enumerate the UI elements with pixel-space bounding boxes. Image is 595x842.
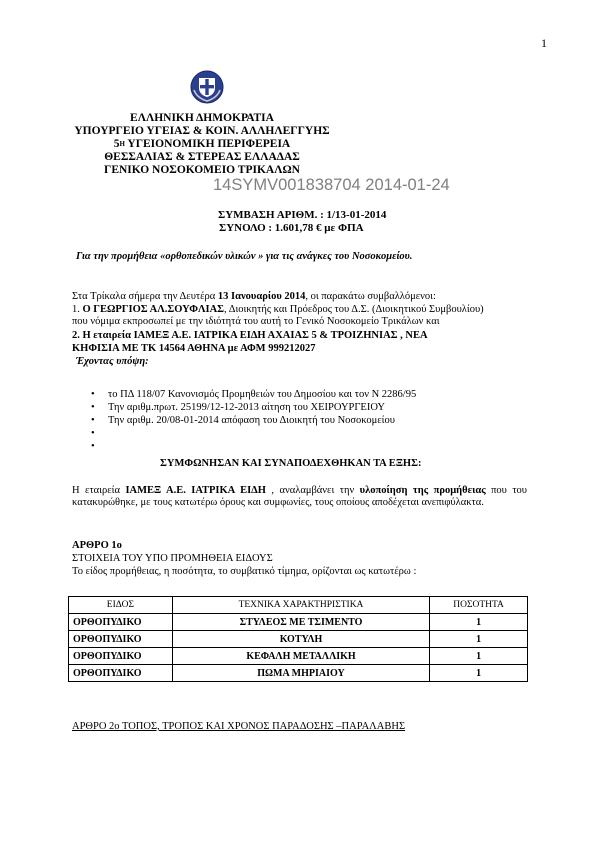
- table-row: [69, 614, 528, 631]
- bullet-text: Την αριθμ. 20/08-01-2014 απόφαση του Διοικητή του Νοσοκομείου: [108, 415, 395, 426]
- ada-stamp: 14SYMV001838704 2014-01-24: [213, 176, 450, 194]
- cell-item: ΟΡΘΟΠΥΔΙΚΟ: [69, 614, 173, 631]
- cell-quantity: 1: [430, 665, 528, 682]
- undertaking-text-end: που του κατακυρώθηκε, με τους κατωτέρω όρους και συμφωνίες, τους οποίους αποδέχεται ανεπιφύλακτα.: [72, 485, 527, 509]
- intro-date: 13 Ιανουαρίου 2014: [217, 291, 306, 302]
- undertaking-action: υλοποίηση της προμήθειας: [359, 485, 486, 496]
- items-table: [68, 596, 528, 682]
- column-header-quantity: ΠΟΣΟΤΗΤΑ: [430, 597, 528, 614]
- undertaking-paragraph: [72, 485, 527, 510]
- column-header-item: ΕΙΔΟΣ: [69, 597, 173, 614]
- greek-coat-of-arms-icon: [190, 70, 224, 104]
- bullet-text: το ΠΔ 118/07 Κανονισμός Προμηθειών του Δημοσίου και τον Ν 2286/95: [108, 389, 417, 400]
- bullet-item: • το ΠΔ 118/07 Κανονισμός Προμηθειών του Δημοσίου και τον Ν 2286/95: [91, 389, 417, 400]
- article-1-title: ΑΡΘΡΟ 1ο: [72, 540, 122, 551]
- cell-specs: ΚΕΦΑΛΗ ΜΕΤΑΛΛΙΚΗ: [172, 648, 429, 665]
- agreed-heading: ΣΥΜΦΩΝΗΣΑΝ ΚΑΙ ΣΥΝΑΠΟΔΕΧΘΗΚΑΝ ΤΑ ΕΞΗΣ:: [160, 458, 422, 469]
- intro-line: [72, 291, 436, 303]
- table-row: [69, 648, 528, 665]
- party-2-line-2: ΚΗΦΙΣΙΑ ΜΕ ΤΚ 14564 ΑΘΗΝΑ με ΑΦΜ 999212027: [72, 343, 316, 354]
- cell-specs: ΣΤΥΛΕΟΣ ΜΕ ΤΣΙΜΕΝΤΟ: [172, 614, 429, 631]
- undertaking-text-mid: , αναλαμβάνει την: [265, 485, 360, 496]
- table-header-row: [69, 597, 528, 614]
- header-region: [82, 137, 322, 151]
- undertaking-company: ΙΑΜΕΞ Α.Ε. ΙΑΤΡΙΚΑ ΕΙΔΗ: [125, 485, 266, 496]
- bullet-text: Την αριθμ.πρωτ. 25199/12-12-2013 αίτηση του ΧΕΙΡΟΥΡΓΕΙΟΥ: [108, 402, 385, 413]
- region-number: 5: [113, 138, 120, 150]
- contract-number: ΣΥΜΒΑΣΗ ΑΡΙΘΜ. : 1/13-01-2014: [218, 209, 387, 221]
- column-header-specs: ΤΕΧΝΙΚΑ ΧΑΡΑΚΤΗΡΙΣΤΙΚΑ: [172, 597, 429, 614]
- intro-text: Στα Τρίκαλα σήμερα την Δευτέρα: [72, 291, 218, 302]
- party-1-line-2: που νόμιμα εκπροσωπεί με την ιδιότητά του αυτή το Γενικό Νοσοκομείο Τρικάλων και: [72, 316, 440, 327]
- cell-quantity: 1: [430, 648, 528, 665]
- cell-item: ΟΡΘΟΠΥΔΙΚΟ: [69, 665, 173, 682]
- bullet-item: • Την αριθμ. 20/08-01-2014 απόφαση του Διοικητή του Νοσοκομείου: [91, 415, 395, 426]
- intro-text-end: , οι παρακάτω συμβαλλόμενοι:: [305, 291, 436, 302]
- article-2-title: ΑΡΘΡΟ 2ο ΤΟΠΟΣ, ΤΡΟΠΟΣ ΚΑΙ ΧΡΟΝΟΣ ΠΑΡΑΔΟΣΗΣ –ΠΑΡΑΛΑΒΗΣ: [72, 721, 406, 732]
- table-row: [69, 631, 528, 648]
- cell-specs: ΚΟΤΥΛΗ: [172, 631, 429, 648]
- party-1-number: 1.: [72, 304, 83, 315]
- header-line-4: ΓΕΝΙΚΟ ΝΟΣΟΚΟΜΕΙΟ ΤΡΙΚΑΛΩΝ: [104, 164, 300, 176]
- header-line-2: ΥΠΟΥΡΓΕΙΟ ΥΓΕΙΑΣ & ΚΟΙΝ. ΑΛΛΗΛΕΓΓΥΗΣ: [74, 125, 330, 137]
- table-row: [69, 665, 528, 682]
- cell-specs: ΠΩΜΑ ΜΗΡΙΑΙΟΥ: [172, 665, 429, 682]
- article-1-subtitle: ΣΤΟΙΧΕΙΑ ΤΟΥ ΥΠΟ ΠΡΟΜΗΘΕΙΑ ΕΙΔΟΥΣ: [72, 553, 273, 564]
- header-line-1: ΕΛΛΗΝΙΚΗ ΔΗΜΟΚΡΑΤΙΑ: [130, 112, 274, 124]
- contract-total: ΣΥΝΟΛΟ : 1.601,78 € με ΦΠΑ: [219, 222, 364, 234]
- undertaking-text: Η εταιρεία: [72, 485, 126, 496]
- cell-quantity: 1: [430, 631, 528, 648]
- region-superscript: Η: [119, 140, 125, 148]
- party-2-line-1: 2. Η εταιρεία ΙΑΜΕΞ Α.Ε. ΙΑΤΡΙΚΑ ΕΙΔΗ ΑΧΑΙΑΣ 5 & ΤΡΟΙΖΗΝΙΑΣ , ΝΕΑ: [72, 330, 428, 341]
- party-1-name: Ο ΓΕΩΡΓΙΟΣ ΑΛ.ΣΟΥΦΛΙΑΣ: [82, 304, 225, 315]
- cell-item: ΟΡΘΟΠΥΔΙΚΟ: [69, 648, 173, 665]
- cell-quantity: 1: [430, 614, 528, 631]
- cell-item: ΟΡΘΟΠΥΔΙΚΟ: [69, 631, 173, 648]
- considering-label: Έχοντας υπόψη:: [76, 356, 149, 367]
- header-line-3: ΘΕΣΣΑΛΙΑΣ & ΣΤΕΡΕΑΣ ΕΛΛΑΔΑΣ: [104, 151, 300, 163]
- party-1: [72, 304, 484, 316]
- article-1-description: Το είδος προμήθειας, η ποσότητα, το συμβατικό τίμημα, ορίζονται ως κατωτέρω :: [72, 566, 417, 577]
- page-number: 1: [541, 36, 547, 50]
- party-1-role: , Διοικητής και Πρόεδρος του Δ.Σ. (Διοικητικού Συμβουλίου): [224, 304, 484, 315]
- bullet-item: • Την αριθμ.πρωτ. 25199/12-12-2013 αίτηση του ΧΕΙΡΟΥΡΓΕΙΟΥ: [91, 402, 385, 413]
- subject-line: Για την προμήθεια «ορθοπεδικών υλικών » για τις ανάγκες του Νοσοκομείου.: [76, 251, 413, 262]
- region-text: ΥΓΕΙΟΝΟΜΙΚΗ ΠΕΡΙΦΕΡΕΙΑ: [124, 138, 291, 150]
